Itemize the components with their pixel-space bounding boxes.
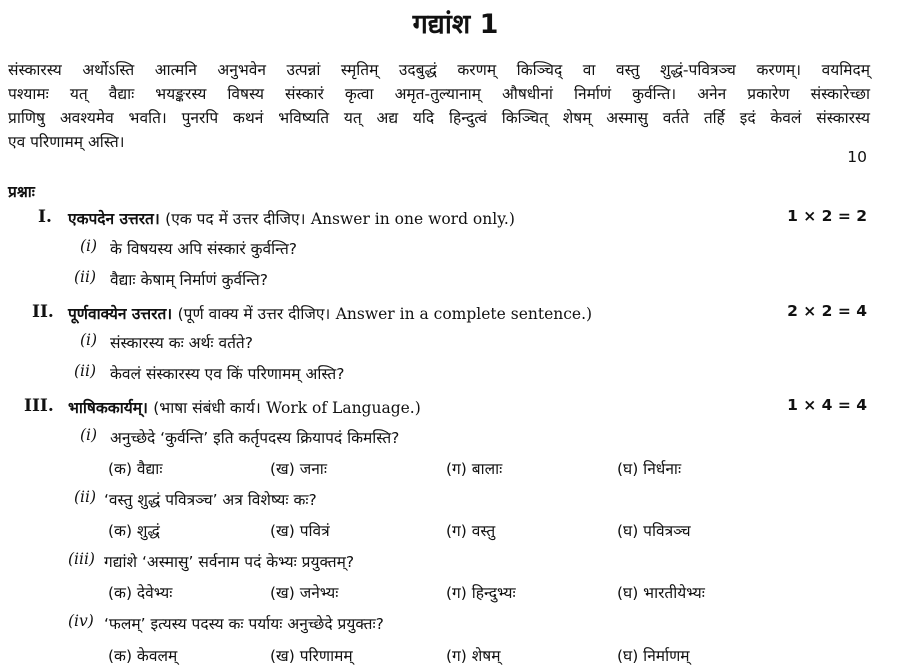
- question-text: वैद्याः केषाम् निर्माणं कुर्वन्ति?: [110, 271, 268, 289]
- question-text: के विषयस्य अपि संस्कारं कुर्वन्ति?: [110, 240, 298, 258]
- section-1-header: [0, 207, 911, 233]
- section-number: II.: [32, 302, 54, 322]
- passage: [8, 58, 870, 154]
- question-row: [0, 488, 911, 514]
- question-row: [0, 362, 911, 388]
- option-kha[interactable]: (ख) जनाः: [270, 460, 327, 478]
- option-gha[interactable]: (घ) पवित्रञ्च: [617, 522, 691, 540]
- question-number: (iii): [68, 550, 95, 568]
- option-ga[interactable]: (ग) शेषम्: [446, 647, 501, 665]
- section-marks: 2 × 2 = 4: [787, 302, 867, 320]
- question-text: अनुच्छेदे ‘कुर्वन्ति’ इति कर्तृपदस्य क्रियापदं किमस्ति?: [110, 429, 400, 447]
- option-kha[interactable]: (ख) जनेभ्यः: [270, 584, 339, 602]
- question-number: (ii): [74, 488, 97, 506]
- section-title: पूर्णवाक्येन उत्तरत। (पूर्ण वाक्य में उत्तर दीजिए। Answer in a complete sentence.): [68, 305, 593, 323]
- options-row: [0, 581, 911, 607]
- section-2-header: [0, 302, 911, 328]
- question-row: [0, 426, 911, 452]
- section-marks: 1 × 4 = 4: [787, 396, 867, 414]
- page-title: गद्यांश 1: [412, 9, 499, 40]
- section-marks: 1 × 2 = 2: [787, 207, 867, 225]
- option-ga[interactable]: (ग) बालाः: [446, 460, 503, 478]
- option-kha[interactable]: (ख) पवित्रं: [270, 522, 330, 540]
- passage-line: पश्यामः यत् वैद्याः भयङ्करस्य विषस्य संस्कारं कृत्वा अमृत-तुल्यानाम् औषधीनां निर्माणं कुर्वन्ति। अनेन प्रकारेण संस्कारेच्छा: [8, 85, 870, 103]
- questions-heading: प्रश्नाः: [8, 183, 35, 201]
- question-text: केवलं संस्कारस्य एव किं परिणामम् अस्ति?: [110, 365, 345, 383]
- question-number: (ii): [74, 362, 97, 380]
- passage-line: प्राणिषु अवश्यमेव भवति। पुनरपि कथनं भविष्यति यत् अद्य यदि हिन्दुत्वं किञ्चित् शेषम् अस्मासु वर्तते तर्हि इदं केवलं संस्कारस्य: [8, 109, 870, 127]
- passage-marks: 10: [847, 148, 867, 166]
- passage-line: एव परिणामम् अस्ति।: [8, 133, 125, 151]
- option-ka[interactable]: (क) देवेभ्यः: [108, 584, 173, 602]
- question-row: [0, 237, 911, 263]
- section-number: III.: [24, 396, 54, 416]
- option-kha[interactable]: (ख) परिणामम्: [270, 647, 353, 665]
- option-gha[interactable]: (घ) भारतीयेभ्यः: [617, 584, 705, 602]
- option-gha[interactable]: (घ) निर्धनाः: [617, 460, 682, 478]
- question-row: [0, 612, 911, 638]
- section-title: एकपदेन उत्तरत। (एक पद में उत्तर दीजिए। Answer in one word only.): [68, 210, 515, 228]
- option-gha[interactable]: (घ) निर्माणम्: [617, 647, 690, 665]
- passage-line: संस्कारस्य अर्थोऽस्ति आत्मनि अनुभवेन उत्पन्नां स्मृतिम् उदबुद्धं करणम् किञ्चिद् वा वस्तु शुद्धं-पवित्रञ्च करणम्। वयमिदम्: [8, 61, 870, 79]
- question-number: (i): [80, 237, 98, 255]
- section-title: भाषिककार्यम्। (भाषा संबंधी कार्य। Work of Language.): [68, 399, 421, 417]
- options-row: [0, 457, 911, 483]
- options-row: [0, 519, 911, 545]
- question-row: [0, 331, 911, 357]
- question-text: गद्यांशे ‘अस्मासु’ सर्वनाम पदं केभ्यः प्रयुक्तम्?: [104, 553, 355, 571]
- option-ka[interactable]: (क) केवलम्: [108, 647, 178, 665]
- section-number: I.: [38, 207, 52, 227]
- question-row: [0, 268, 911, 294]
- question-text: संस्कारस्य कः अर्थः वर्तते?: [110, 334, 253, 352]
- option-ga[interactable]: (ग) हिन्दुभ्यः: [446, 584, 516, 602]
- option-ka[interactable]: (क) शुद्धं: [108, 522, 160, 540]
- options-row: [0, 644, 911, 670]
- option-ga[interactable]: (ग) वस्तु: [446, 522, 496, 540]
- question-number: (i): [80, 426, 98, 444]
- section-3-header: [0, 396, 911, 422]
- question-text: ‘वस्तु शुद्धं पवित्रञ्च’ अत्र विशेष्यः कः?: [104, 491, 317, 509]
- question-number: (i): [80, 331, 98, 349]
- question-number: (iv): [68, 612, 94, 630]
- option-ka[interactable]: (क) वैद्याः: [108, 460, 163, 478]
- question-number: (ii): [74, 268, 97, 286]
- question-text: ‘फलम्’ इत्यस्य पदस्य कः पर्यायः अनुच्छेदे प्रयुक्तः?: [104, 615, 384, 633]
- question-row: [0, 550, 911, 576]
